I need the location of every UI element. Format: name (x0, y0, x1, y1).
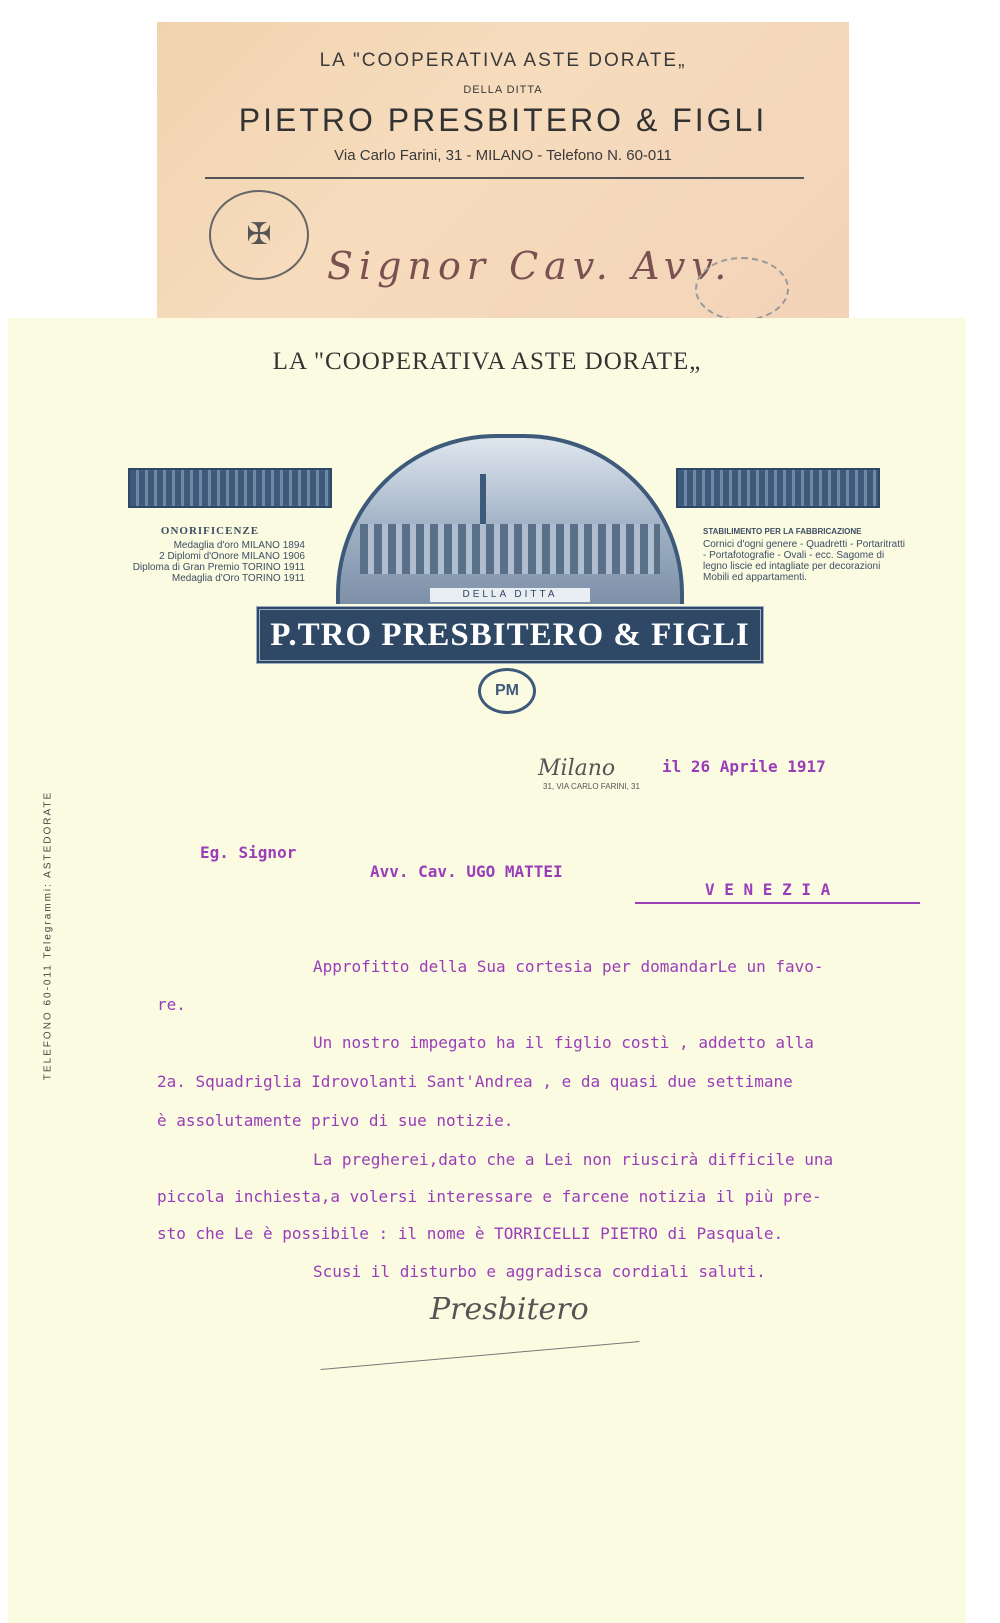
envelope-company: PIETRO PRESBITERO & FIGLI (238, 102, 768, 138)
factory-block (703, 526, 908, 583)
city-underline (635, 902, 920, 904)
body-line: re. (157, 995, 186, 1014)
body-line: Scusi il disturbo e aggradisca cordiali saluti. (313, 1262, 766, 1281)
honors-title: ONORIFICENZE (160, 525, 260, 537)
honors-block (115, 526, 305, 584)
body-line: piccola inchiesta,a volersi interessare e farcene notizia il più pre- (157, 1187, 822, 1206)
body-line: 2a. Squadriglia Idrovolanti Sant'Andrea , e da quasi due settimane (157, 1072, 793, 1091)
postmark-icon (695, 257, 789, 321)
ornament-band-left (128, 468, 332, 508)
street-address: 31, VIA CARLO FARINI, 31 (543, 782, 640, 791)
letterhead-title: LA "COOPERATIVA ASTE DORATE„ (272, 348, 702, 375)
ornament-band-right (676, 468, 880, 508)
company-nameplate: P.TRO PRESBITERO & FIGLI (256, 606, 764, 664)
envelope-subtitle: DELLA DITTA (463, 84, 543, 96)
body-line: Un nostro impegato ha il figlio costì , addetto alla (313, 1033, 814, 1052)
divider (205, 177, 804, 179)
eagle-seal-icon: ✠ (209, 190, 309, 280)
factory-text: Cornici d'ogni genere - Quadretti - Portaritratti - Portafotografie - Ovali - ecc. Sagome di legno liscie ed intagliate per decorazioni Mobili ed appartamenti. (703, 539, 905, 583)
honor-item: Medaglia d'Oro TORINO 1911 (171, 573, 305, 584)
side-contact-text: TELEFONO 60-011 Telegrammi: ASTEDORATE (42, 790, 54, 1081)
body-line: La pregherei,dato che a Lei non riuscirà difficile una (313, 1150, 834, 1169)
envelope-title: LA "COOPERATIVA ASTE DORATE„ (319, 50, 687, 71)
body-line: sto che Le è possibile : il nome è TORRICELLI PIETRO di Pasquale. (157, 1224, 784, 1243)
monogram-icon: PM (478, 668, 536, 714)
honor-item: 2 Diplomi d'Onore MILANO 1906 (159, 551, 305, 562)
honor-item: Medaglia d'oro MILANO 1894 (173, 540, 305, 551)
handwritten-address: Signor Cav. Avv. (327, 244, 733, 288)
signature: Presbitero (430, 1292, 589, 1327)
body-line: è assolutamente privo di sue notizie. (157, 1111, 514, 1130)
envelope (157, 22, 849, 322)
honor-item: Diploma di Gran Premio TORINO 1911 (132, 562, 305, 573)
della-ditta-label: DELLA DITTA (430, 588, 590, 602)
factory-buildings (360, 524, 660, 574)
recipient-city: V E N E Z I A (705, 880, 831, 899)
letter-date: il 26 Aprile 1917 (662, 757, 826, 776)
place-script: Milano (538, 756, 616, 781)
recipient: Avv. Cav. UGO MATTEI (370, 862, 563, 881)
salutation: Eg. Signor (200, 843, 297, 862)
factory-illustration (336, 434, 684, 604)
envelope-address: Via Carlo Farini, 31 - MILANO - Telefono N. 60-011 (334, 147, 672, 164)
factory-title: STABILIMENTO PER LA FABBRICAZIONE (703, 527, 862, 536)
chimney (480, 474, 486, 524)
body-line: Approfitto della Sua cortesia per domandarLe un favo- (313, 957, 824, 976)
